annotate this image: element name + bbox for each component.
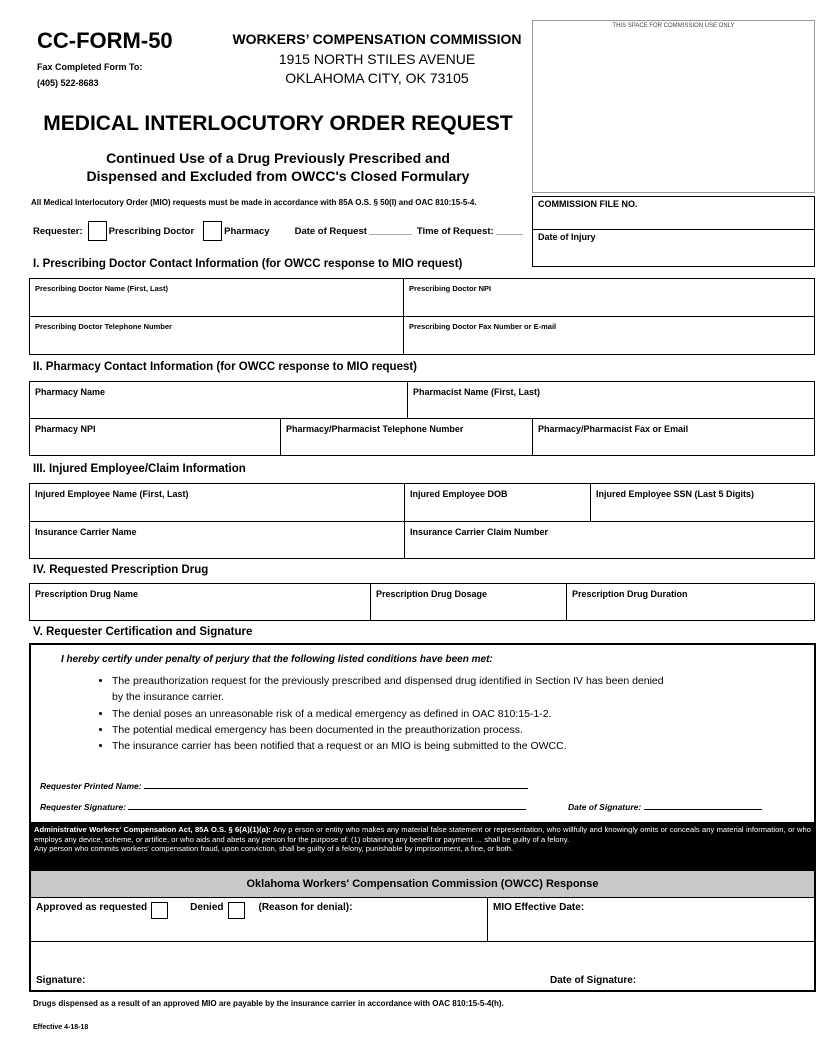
- owcc-response-box: [29, 869, 816, 992]
- pharmacy-option: Pharmacy: [224, 225, 270, 237]
- approved-checkbox[interactable]: [151, 902, 168, 919]
- section-4-grid: [29, 583, 815, 621]
- printed-name-label: Requester Printed Name:: [40, 781, 142, 791]
- agency-address-line1: 1915 NORTH STILES AVENUE: [278, 51, 476, 67]
- response-decision-row: [31, 898, 814, 942]
- drug-duration-field[interactable]: Prescription Drug Duration: [572, 589, 688, 599]
- date-of-request-field[interactable]: Date of Request ________: [294, 225, 412, 237]
- requester-signature-row: [40, 800, 526, 812]
- commission-file-field[interactable]: [532, 196, 815, 230]
- denial-reason-label: (Reason for denial):: [258, 902, 353, 913]
- requester-date-input[interactable]: [644, 800, 762, 810]
- fax-number: (405) 522-8683: [37, 78, 99, 88]
- prescribing-doctor-option: Prescribing Doctor: [108, 225, 195, 237]
- employee-dob-field[interactable]: Injured Employee DOB: [405, 484, 591, 521]
- commission-use-note: THIS SPACE FOR COMMISSION USE ONLY: [612, 23, 735, 29]
- section-5-title: V. Requester Certification and Signature: [33, 626, 253, 638]
- certification-item: • The potential medical emergency has been documented in the preauthorization process.: [112, 722, 672, 738]
- warning-text-2: Any person who commits workers' compensation fraud, upon conviction, shall be guilty of a felony, punishable by imprisonment, a fine, or both.: [34, 844, 514, 854]
- effective-date: Effective 4-18-18: [33, 1024, 89, 1031]
- warning-citation: Administrative Workers' Compensation Act, 85A O.S. § 6(A)(1)(a):: [34, 825, 271, 834]
- date-of-injury-field[interactable]: [532, 229, 815, 267]
- prescribing-doctor-checkbox[interactable]: [88, 221, 107, 241]
- carrier-claim-number-field[interactable]: Insurance Carrier Claim Number: [410, 527, 549, 537]
- commission-file-label: COMMISSION FILE NO.: [538, 199, 638, 209]
- form-id: CC-FORM-50: [37, 28, 173, 53]
- pharmacy-phone-field[interactable]: Pharmacy/Pharmacist Telephone Number: [281, 419, 533, 455]
- owcc-signature-label: Signature:: [36, 975, 86, 986]
- certification-item: • The denial poses an unreasonable risk of a medical emergency as defined in OAC 810:15-1-2.: [112, 706, 672, 722]
- response-title: Oklahoma Workers' Compensation Commission (OWCC) Response: [31, 871, 814, 898]
- requester-row: [33, 221, 523, 241]
- certification-list: [89, 673, 672, 754]
- section-1-grid: [29, 278, 815, 355]
- section-2-title: II. Pharmacy Contact Information (for OWCC response to MIO request): [33, 361, 418, 373]
- time-of-request-field[interactable]: Time of Request: _____: [416, 225, 523, 237]
- certification-item: • The insurance carrier has been notified that a request or an MIO is being submitted to the OWCC.: [112, 738, 672, 754]
- pharmacy-name-field[interactable]: Pharmacy Name: [30, 382, 408, 418]
- decision-cell: [31, 898, 488, 941]
- mio-effective-date-field[interactable]: [488, 898, 589, 941]
- agency-address-line2: OKLAHOMA CITY, OK 73105: [285, 70, 469, 86]
- owcc-date-label: Date of Signature:: [550, 975, 637, 986]
- section-4-title: IV. Requested Prescription Drug: [33, 564, 209, 576]
- page-title: MEDICAL INTERLOCUTORY ORDER REQUEST: [43, 112, 513, 135]
- certification-box: [29, 643, 816, 824]
- fax-label: Fax Completed Form To:: [37, 62, 143, 72]
- section-2-grid: [29, 381, 815, 456]
- denied-label: Denied: [190, 902, 224, 913]
- certification-intro: I hereby certify under penalty of perjury that the following listed conditions have been met:: [61, 654, 493, 665]
- approved-label: Approved as requested: [36, 902, 148, 913]
- fraud-warning: [29, 823, 816, 870]
- mio-note: All Medical Interlocutory Order (MIO) requests must be made in accordance with 85A O.S. § 50(I) and OAC 810:15-5-4.: [31, 198, 477, 207]
- employee-name-field[interactable]: Injured Employee Name (First, Last): [30, 484, 405, 521]
- subtitle-line1: Continued Use of a Drug Previously Prescribed and: [106, 150, 450, 166]
- printed-name-row: [40, 779, 528, 791]
- requester-label: Requester:: [33, 225, 83, 237]
- drug-dosage-field[interactable]: Prescription Drug Dosage: [371, 584, 567, 620]
- requester-date-row: [568, 800, 762, 812]
- drug-name-field[interactable]: Prescription Drug Name: [30, 584, 371, 620]
- pharmacist-name-field[interactable]: Pharmacist Name (First, Last): [413, 387, 541, 397]
- subtitle-line2: Dispensed and Excluded from OWCC's Closed Formulary: [86, 168, 470, 184]
- warning-text: Any p erson or entity who makes any material false statement or representation, who willfully and knowingly omits or conceals any material information, or who employs any device, scheme, or artifice, or who aids and abets any person for the purpose of: (1) obtaining any benefit or payment … shall be guilty of a felony.: [34, 825, 811, 844]
- denied-checkbox[interactable]: [228, 902, 245, 919]
- prescriber-npi-field[interactable]: Prescribing Doctor NPI: [409, 284, 492, 293]
- requester-signature-input[interactable]: [128, 800, 526, 810]
- pharmacy-checkbox[interactable]: [203, 221, 222, 241]
- employee-ssn-field[interactable]: Injured Employee SSN (Last 5 Digits): [596, 489, 755, 499]
- requester-signature-label: Requester Signature:: [40, 802, 126, 812]
- date-of-injury-label: Date of Injury: [538, 232, 596, 242]
- requester-date-label: Date of Signature:: [568, 802, 642, 812]
- insurance-carrier-field[interactable]: Insurance Carrier Name: [30, 522, 405, 558]
- section-3-grid: [29, 483, 815, 559]
- prescriber-fax-field[interactable]: Prescribing Doctor Fax Number or E-mail: [409, 322, 557, 331]
- certification-item: • The preauthorization request for the previously prescribed and dispensed drug identified in Section IV has been denied by the insurance carrier.: [112, 673, 672, 706]
- printed-name-input[interactable]: [144, 779, 528, 789]
- footer-note: Drugs dispensed as a result of an approved MIO are payable by the insurance carrier in accordance with OAC 810:15-5-4(h).: [33, 999, 504, 1008]
- page-subtitle: [20, 149, 536, 185]
- prescriber-phone-field[interactable]: Prescribing Doctor Telephone Number: [30, 317, 404, 354]
- pharmacy-npi-field[interactable]: Pharmacy NPI: [30, 419, 281, 455]
- commission-use-box: [532, 20, 815, 193]
- prescriber-name-field[interactable]: Prescribing Doctor Name (First, Last): [30, 279, 404, 316]
- mio-effective-date-label: MIO Effective Date:: [493, 902, 585, 913]
- pharmacy-fax-field[interactable]: Pharmacy/Pharmacist Fax or Email: [538, 424, 689, 434]
- agency-name: WORKERS’ COMPENSATION COMMISSION: [232, 31, 522, 47]
- section-1-title: I. Prescribing Doctor Contact Information (for OWCC response to MIO request): [33, 258, 463, 270]
- section-3-title: III. Injured Employee/Claim Information: [33, 463, 246, 475]
